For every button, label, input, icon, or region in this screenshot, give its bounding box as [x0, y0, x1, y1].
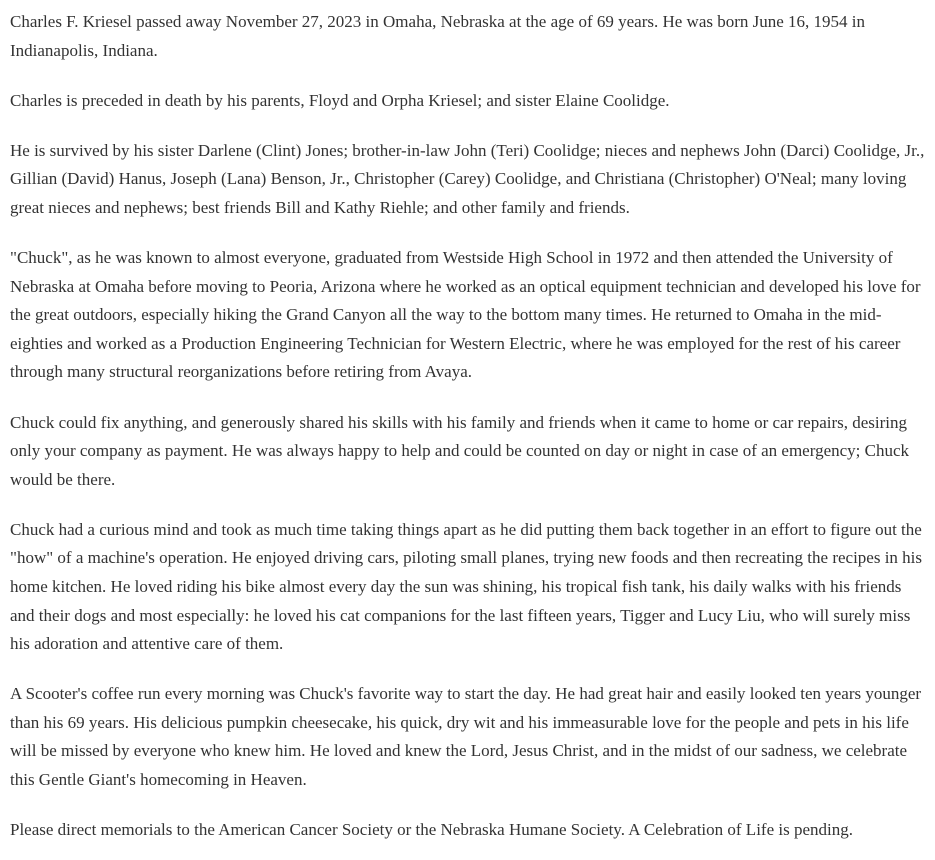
- obituary-paragraph-coffee: A Scooter's coffee run every morning was Chuck's favorite way to start the day. He had great hair and easily looked ten years younger than his 69 years. His delicious pumpkin cheesecake, his quick, dry wit and his immeasurable love for the people and pets in his life will be missed by everyone who knew him. He loved and knew the Lord, Jesus Christ, and in the midst of our sadness, we celebrate this Gentle Giant's homecoming in Heaven.: [10, 684, 922, 790]
- obituary-paragraph-preceded: Charles is preceded in death by his parents, Floyd and Orpha Kriesel; and sister Elaine Coolidge.: [10, 90, 670, 110]
- obituary-paragraph-memorials: Please direct memorials to the American Cancer Society or the Nebraska Humane Society. A Celebration of Life is pending.: [10, 820, 853, 840]
- obituary-paragraph-curious-mind: Chuck had a curious mind and took as much time taking things apart as he did putting them back together in an effort to figure out the "how" of a machine's operation. He enjoyed driving cars, piloting small planes, trying new foods and then recreating the recipes in his home kitchen. He loved riding his bike almost every day the sun was shining, his tropical fish tank, his daily walks with his friends and their dogs and most especially: he loved his cat companions for the last fifteen years, Tigger and Lucy Liu, who will surely miss his adoration and attentive care of them.: [10, 519, 923, 654]
- obituary-paragraph-career: "Chuck", as he was known to almost everyone, graduated from Westside High School in 1972 and then attended the University of Nebraska at Omaha before moving to Peoria, Arizona where he worked as an optical equipment technician and developed his love for the great outdoors, especially hiking the Grand Canyon all the way to the bottom many times. He returned to Omaha in the mid-eighties and worked as a Production Engineering Technician for Western Electric, where he was employed for the rest of his career through many structural reorganizations before retiring from Avaya.: [10, 248, 921, 382]
- obituary-paragraph-fix-anything: Chuck could fix anything, and generously shared his skills with his family and friends when it came to home or car repairs, desiring only your company as payment. He was always happy to help and could be counted on day or night in case of an emergency; Chuck would be there.: [10, 412, 910, 489]
- obituary-paragraph-survived: He is survived by his sister Darlene (Clint) Jones; brother-in-law John (Teri) Coolidge; nieces and nephews John (Darci) Coolidge, Jr., Gillian (David) Hanus, Joseph (Lana) Benson, Jr., Christopher (Carey) Coolidge, and Christiana (Christopher) O'Neal; many loving great nieces and nephews; best friends Bill and Kathy Riehle; and other family and friends.: [10, 140, 925, 217]
- obituary-paragraph-birth-death: Charles F. Kriesel passed away November 27, 2023 in Omaha, Nebraska at the age of 69 years. He was born June 16, 1954 in Indianapolis, Indiana.: [10, 12, 866, 60]
